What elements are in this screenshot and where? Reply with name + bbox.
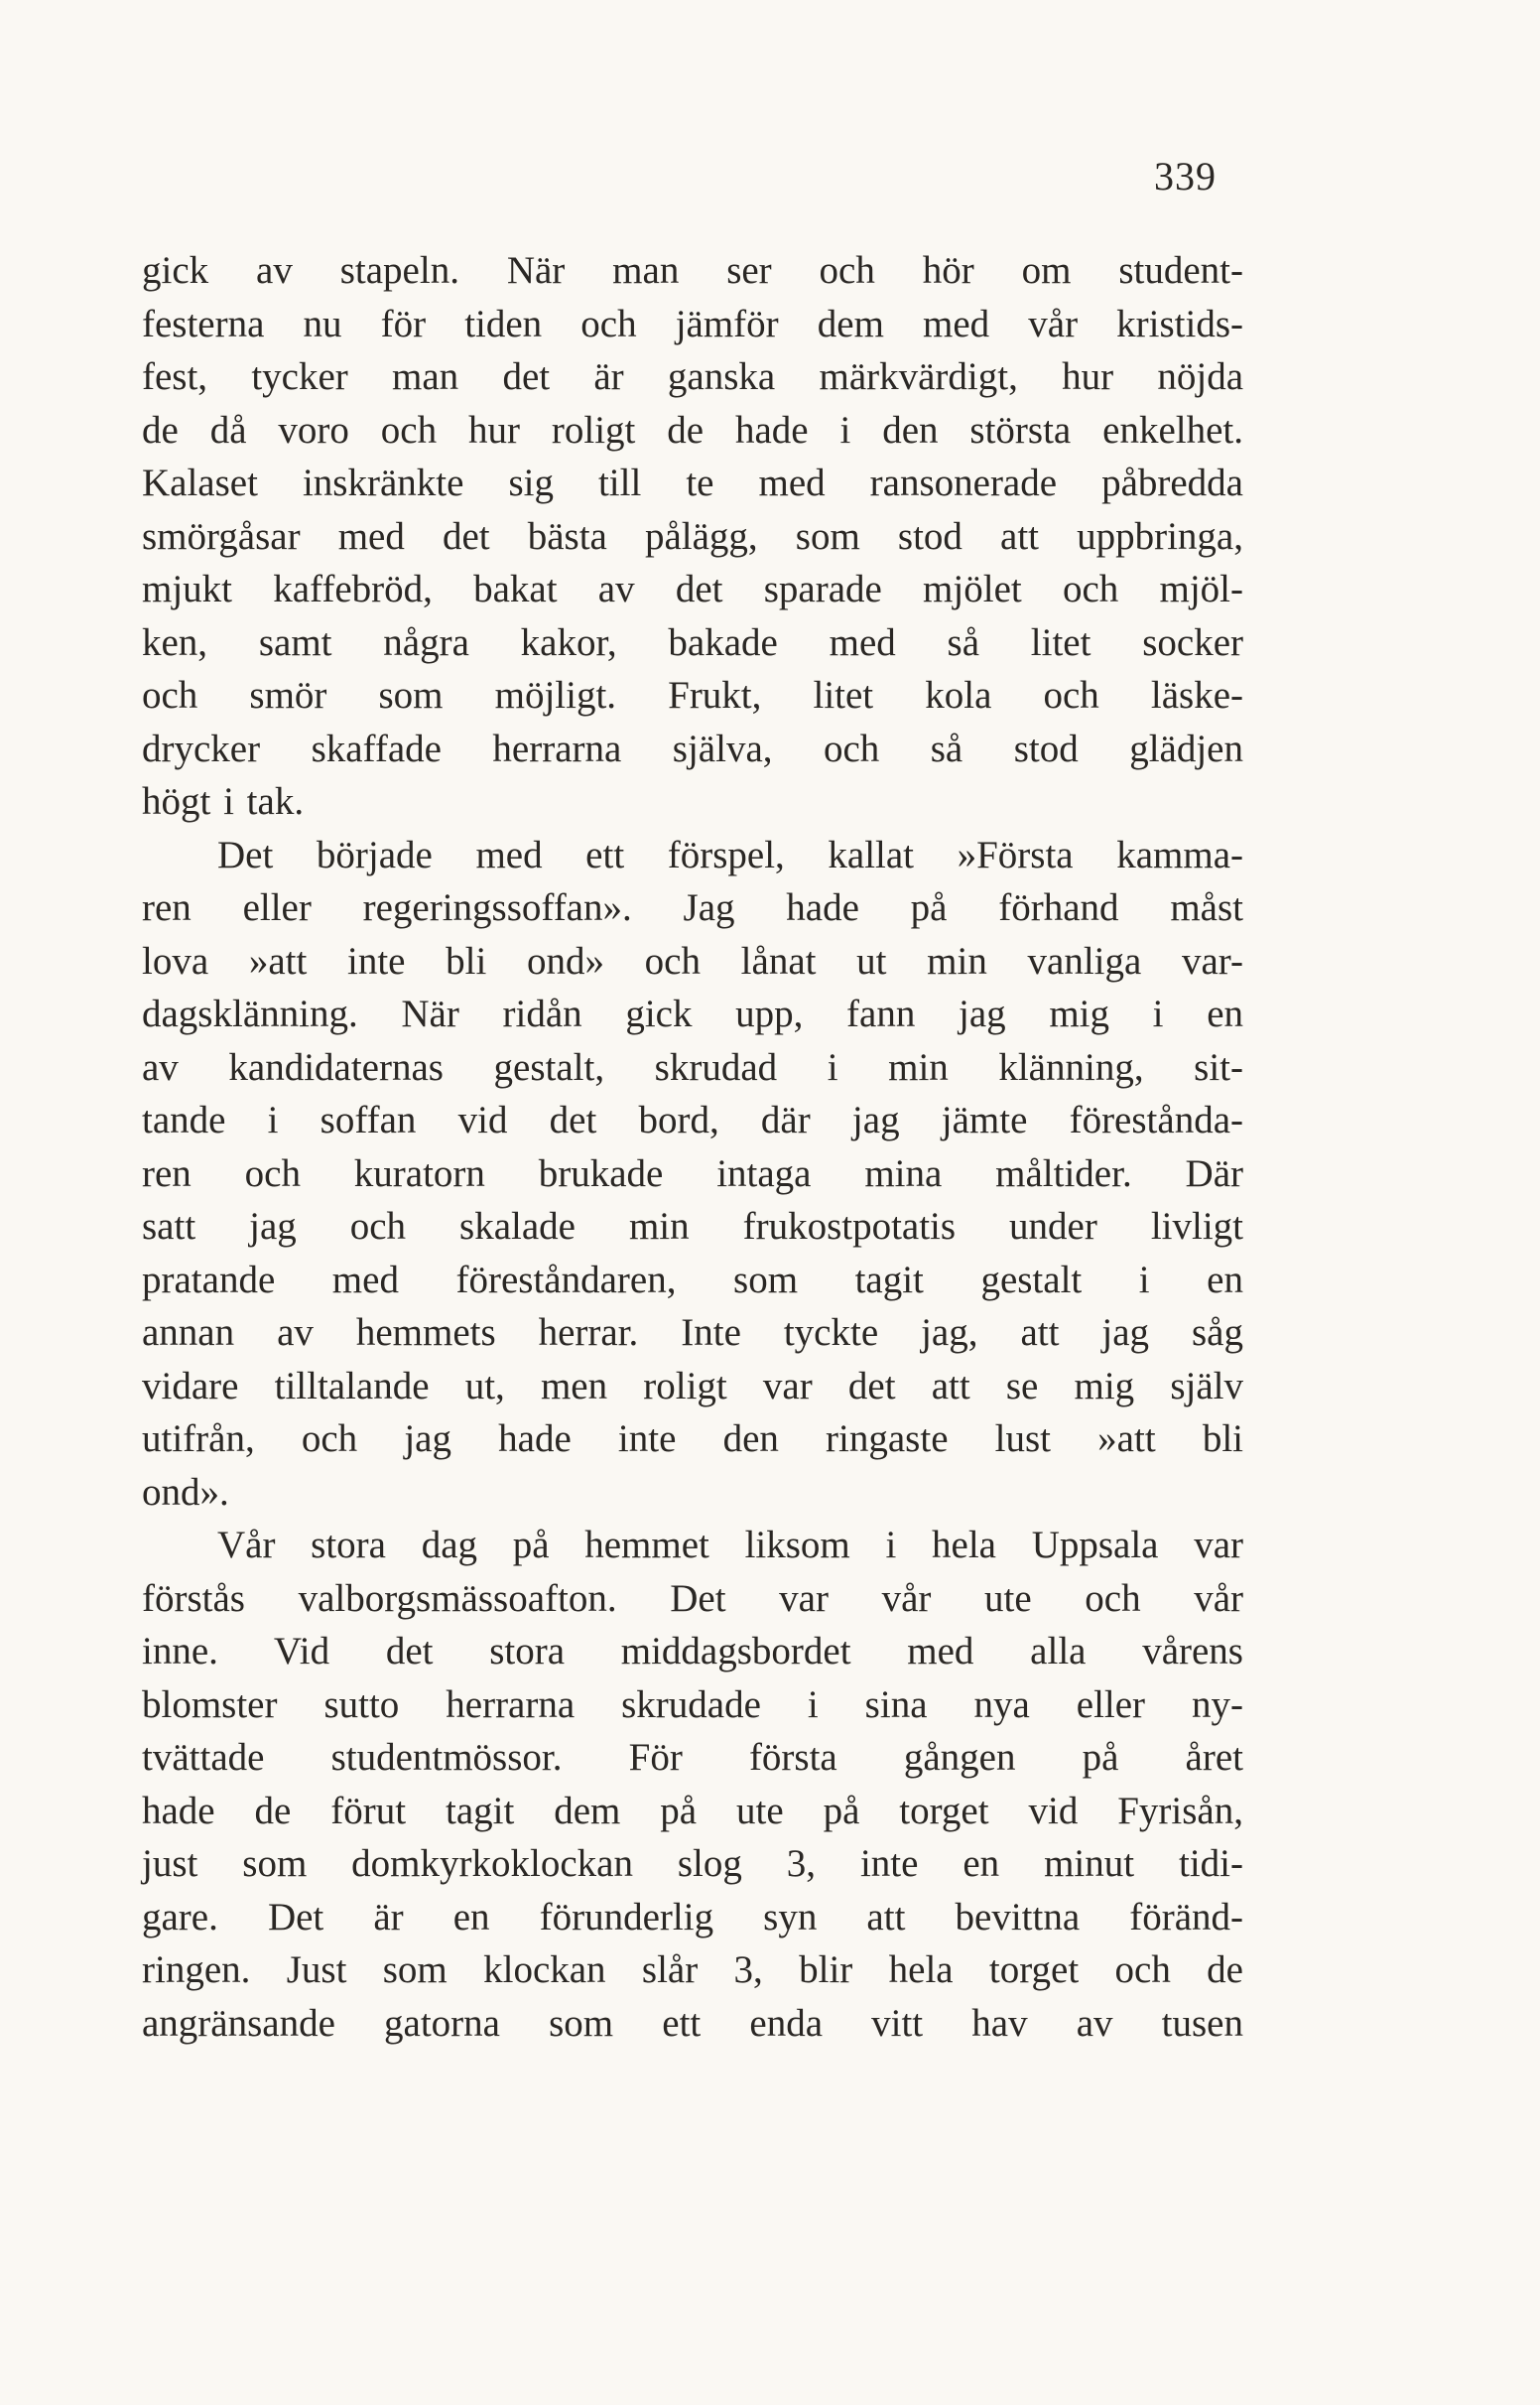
text-line: ken, samt några kakor, bakade med så litet socker: [142, 620, 1243, 664]
text-line: tvättade studentmössor. För första gången på året: [142, 1736, 1243, 1779]
text-line: hade de förut tagit dem på ute på torget vid Fyrisån,: [142, 1789, 1243, 1832]
text-line: tande i soffan vid det bord, där jag jämte förestånda-: [142, 1099, 1243, 1141]
text-line: mjukt kaffebröd, bakat av det sparade mjölet och mjöl-: [142, 568, 1243, 610]
text-line: vidare tilltalande ut, men roligt var det att se mig själv: [142, 1364, 1243, 1407]
text-line: Det började med ett förspel, kallat »Första kamma-: [217, 833, 1243, 876]
text-line: smörgåsar med det bästa pålägg, som stod att uppbringa,: [142, 514, 1243, 558]
text-line: fest, tycker man det är ganska märkvärdigt, hur nöjda: [142, 355, 1243, 398]
text-line: förstås valborgsmässoafton. Det var vår ute och vår: [142, 1576, 1243, 1620]
text-line: inne. Vid det stora middagsbordet med alla vårens: [142, 1630, 1243, 1672]
text-line: festerna nu för tiden och jämför dem med vår kristids-: [142, 302, 1243, 345]
text-line: av kandidaternas gestalt, skrudad i min klänning, sit-: [142, 1045, 1243, 1089]
text-line: ren eller regeringssoffan». Jag hade på förhand måst: [142, 886, 1243, 929]
text-line: satt jag och skalade min frukostpotatis under livligt: [142, 1205, 1243, 1248]
page-number: 339: [1154, 154, 1217, 199]
text-line: annan av hemmets herrar. Inte tyckte jag, att jag såg: [142, 1311, 1243, 1354]
text-line: Kalaset inskränkte sig till te med ransonerade påbredda: [142, 462, 1243, 504]
text-line: drycker skaffade herrarna själva, och så stod glädjen: [142, 727, 1243, 770]
text-line: lova »att inte bli ond» och lånat ut min vanliga var-: [142, 939, 1243, 983]
text-line: dagsklänning. När ridån gick upp, fann jag mig i en: [142, 993, 1243, 1035]
text-line: gick av stapeln. När man ser och hör om student-: [142, 249, 1243, 292]
text-line: pratande med föreståndaren, som tagit gestalt i en: [142, 1258, 1243, 1301]
text-line: och smör som möjligt. Frukt, litet kola och läske-: [142, 674, 1243, 717]
text-line: de då voro och hur roligt de hade i den största enkelhet.: [142, 408, 1243, 452]
text-line: angränsande gatorna som ett enda vitt hav av tusen: [142, 2001, 1243, 2045]
text-line: ond».: [142, 1470, 229, 1514]
text-line: ren och kuratorn brukade intaga mina måltider. Där: [142, 1151, 1243, 1195]
text-line: blomster sutto herrarna skrudade i sina nya eller ny-: [142, 1682, 1243, 1726]
text-line: högt i tak.: [142, 780, 305, 823]
text-line: ringen. Just som klockan slår 3, blir hela torget och de: [142, 1948, 1243, 1991]
text-line: just som domkyrkoklockan slog 3, inte en minut tidi-: [142, 1842, 1243, 1885]
text-line: Vår stora dag på hemmet liksom i hela Uppsala var: [217, 1524, 1243, 1566]
body-text: [142, 244, 1243, 2050]
text-line: gare. Det är en förunderlig syn att bevittna föränd-: [142, 1895, 1243, 1938]
text-line: utifrån, och jag hade inte den ringaste lust »att bli: [142, 1417, 1243, 1460]
